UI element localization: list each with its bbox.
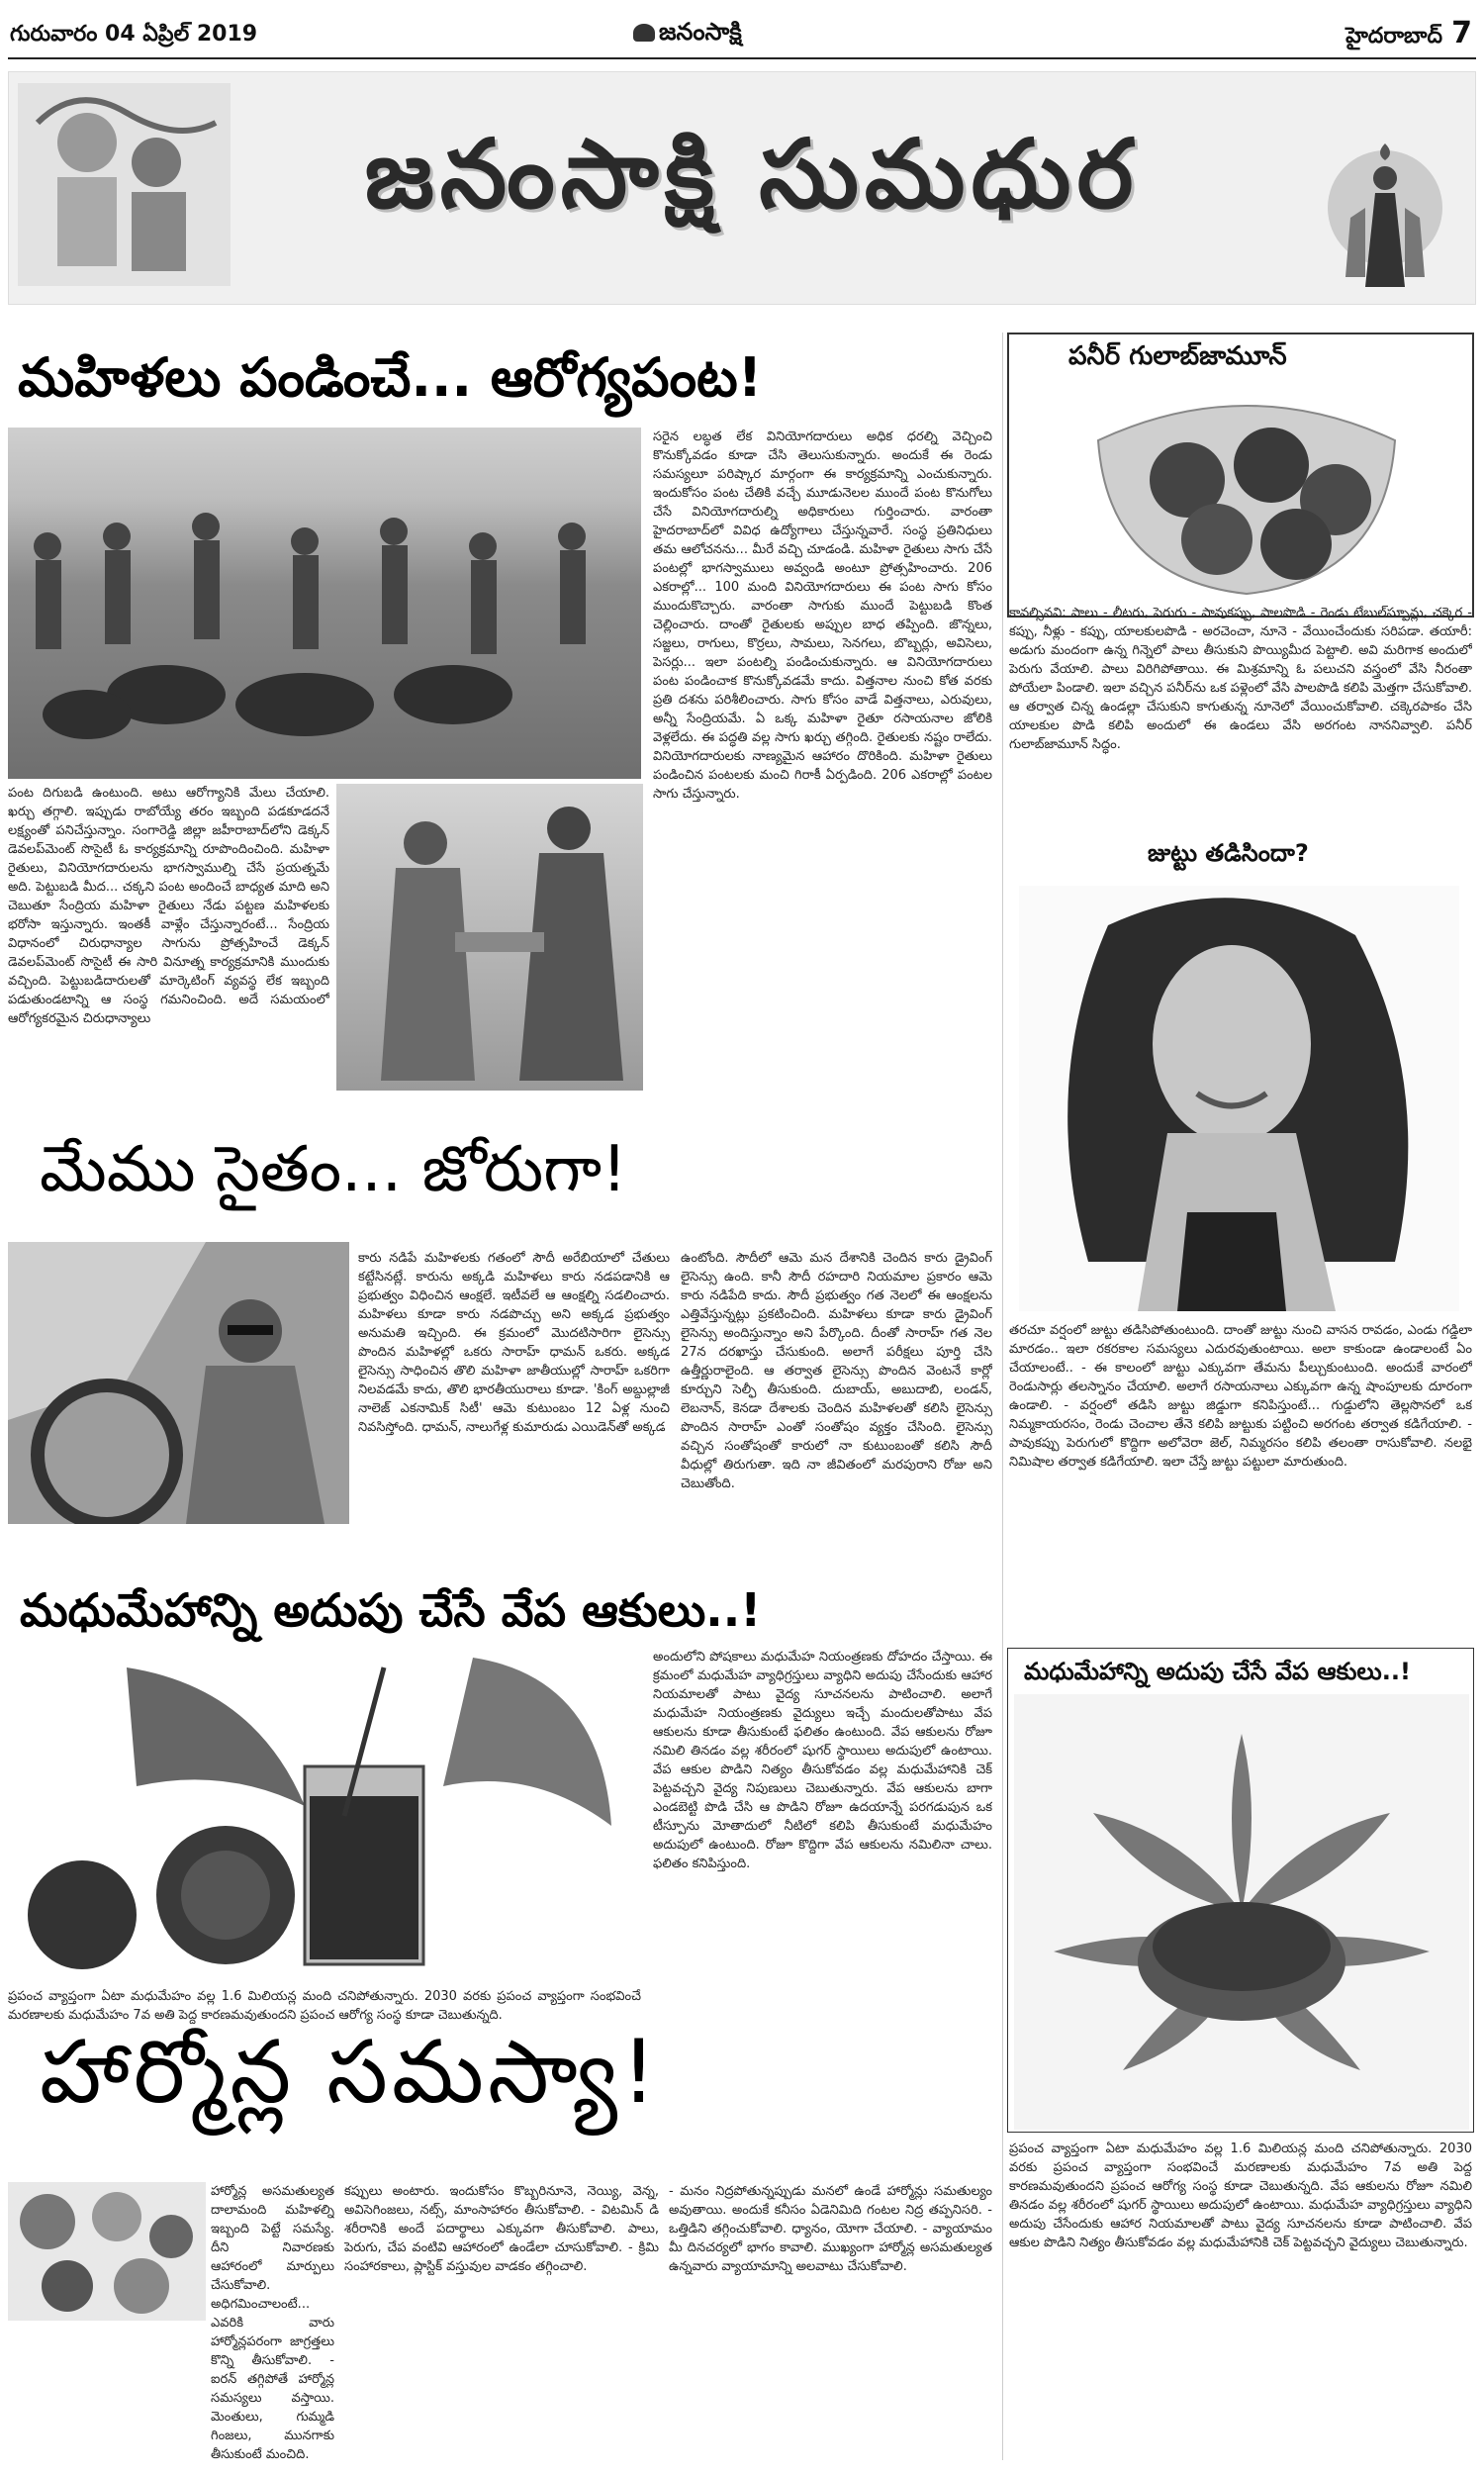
article-1-headline: మహిళలు పండించే... ఆరోగ్యపంట!: [18, 346, 763, 409]
women-farmers-photo: [8, 428, 641, 779]
article-4-body-col2: కప్పులు అంటారు. ఇందుకోసం కొబ్బరినూనె, నెయ్యి, వెన్న, అవిసెగింజలు, నట్స్, మాంసాహారం తీసుకోవాలి. - విటమిన్ డి శరీరానికి అందే పదార్థాలు ఎక్కువగా తీసుకోవాలి. పాలు, పెరుగు, చేప వంటివి ఆహారంలో ఉండేలా చూసుకోవాలి. - క్రిమి సంహారకాలు, ప్లాస్టిక్ వస్తువుల వాడకం తగ్గించాలి.: [344, 2184, 659, 2274]
article-2-body-col2: ఉంటోంది. సౌదీలో ఆమె మన దేశానికి చెందిన కారు డ్రైవింగ్ లైసెన్సు ఉంది. కానీ సౌదీ రహదారి నియమాల ప్రకారం ఆమె కారు నడిపేది కాదు. సౌదీ ప్రభుత్వం గత నెలలో ఈ ఆంక్షలను ఎత్తివేస్తున్నట్లు ప్రకటించింది. మహిళలు కూడా కారు డ్రైవింగ్ లైసెన్సు అందిస్తున్నాం అని పేర్కొంది. దీంతో సారాహ్ గత నెల 27న దరఖాస్తు చేసుకుంది. అలాగే పరీక్షలు పూర్తి చేసి ఉత్తీర్ణురాలైంది. ఆ తర్వాత లైసెన్సు పొందిన వెంటనే కార్లో కూర్చుని సెల్ఫీ తీసుకుంది. దుబాయ్, అబుదాబి, లండన్, లెబనాన్, కెనడా దేశాలకు చెందిన మహిళలతో కలిసి లైసెన్సు పొందిన సారాహ్ ఎంతో సంతోషం వ్యక్తం చేసింది. లైసెన్సు వచ్చిన సంతోషంతో కారులో నా కుటుంబంతో కలిసి సౌదీ వీధుల్లో తిరుగుతా. ఇది నా జీవితంలో మరపురాని రోజు అని చెబుతోంది.: [681, 1251, 992, 1491]
article-4-body-col1: హార్మోన్ల అసమతుల్యత దాలామంది మహిళల్ని ఇబ్బంది పెట్టే సమస్యే. దీని నివారణకు ఆహారంలో మార్పులు చేసుకోవాలి. అధిగమించాలంటే... ఎవరికి వారు హార్మోన్లపరంగా జాగ్రత్తలు కొన్ని తీసుకోవాలి. - ఐరన్ తగ్గిపోతే హార్మోన్ల సమస్యలు వస్తాయి. మెంతులు, గుమ్మడి గింజలు, మునగాకు తీసుకుంటే మంచిది.: [211, 2184, 334, 2462]
beetroot-juice-photo: [8, 1648, 641, 1984]
article-2-headline: మేము సైతం... జోరుగా!: [40, 1133, 627, 1206]
article-3-caption: ప్రపంచ వ్యాప్తంగా ఏటా మధుమేహం వల్ల 1.6 మిలియన్ల మంది చనిపోతున్నారు. 2030 వరకు ప్రపంచ వ్యాప్తంగా సంభవించే మరణాలకు మధుమేహం 7వ అతి పెద్ద కారణమవుతుందని ప్రపంచ ఆరోగ్య సంస్థ కూడా చెబుతున్నది.: [8, 1989, 641, 2023]
recipe-title: పనీర్ గులాబ్‌జామూన్: [1068, 341, 1287, 371]
article-1-body-left: పంట దిగుబడి ఉంటుంది. అటు ఆరోగ్యానికి మేలు చేయాలి. ఖర్చు తగ్గాలి. ఇప్పుడు రాబోయ్యే తరం ఇబ్బంది పడకూడదనే లక్ష్యంతో పనిచేస్తున్నాం. సంగారెడ్డి జిల్లా జహీరాబాద్‌లోని డెక్కన్ డెవలప్‌మెంట్ సొసైటీ ఓ కార్యక్రమాన్ని రూపొందించింది. మహిళా రైతులు, వినియోగదారులను భాగస్వాముల్ని చేసే ప్రయత్నమే అది. పెట్టుబడి మీద... చక్కని పంట అందించే బాధ్యత మాది అని చెబుతూ సేంద్రియ మహిళా రైతులు నేడు పట్టణ మహిళలకు భరోసా ఇస్తున్నారు. ఇంతకీ వాళ్లేం చేస్తున్నారంటే... సేంద్రియ విధానంలో చిరుధాన్యాల సాగును ప్రోత్సహించే డెక్కన్ డెవలప్‌మెంట్ సొసైటీ ఈ సారి వినూత్న కార్యక్రమానికి ముందుకు వచ్చింది. పెట్టుబడిదారులతో మార్కెటింగ్ వ్యవస్థ లేక ఇబ్బంది పడుతుండటాన్ని ఆ సంస్థ గమనించింది. అదే సమయంలో ఆరోగ్యకరమైన చిరుధాన్యాలు: [8, 786, 329, 1026]
hair-body: తరచూ వర్షంలో జుట్టు తడిసిపోతుంటుంది. దాంతో జుట్టు నుంచి వాసన రావడం, ఎండు గడ్డిలా మారడం.. ఇలా రకరకాల సమస్యలు ఎదురవుతుంటాయి. అలా కాకుండా ఉండాలంటే ఏం చేయాలంటే.. - ఈ కాలంలో జుట్టు ఎక్కువగా తేమను పీల్చుకుంటుంది. అందుకే వారంలో రెండుసార్లు తలస్నానం చేయాలి. అలాగే రసాయనాలు ఎక్కువగా ఉన్న షాంపూలకు దూరంగా ఉండాలి. - వర్షంలో తడిసి జుట్టు జిడ్డుగా కనిపిస్తుంటే... గుడ్డులోని తెల్లసొనలో ఒక నిమ్మకాయరసం, రెండు చెంచాల తేనె కలిపి జుట్టుకు పట్టించి అరగంట తర్వాత కడిగేయాలి. - పావుకప్పు పెరుగులో కొద్దిగా అలోవెరా జెల్, నిమ్మరసం కలిపి తలంతా రాసుకోవాలి. నలభై నిమిషాల తర్వాత కడిగేయాలి. ఇలా చేస్తే జుట్టు పట్టులా మారుతుంది.: [1009, 1323, 1472, 1470]
banner-illustration-right: [1306, 139, 1464, 297]
recipe-body: కావల్సినవి: పాలు - లీటరు, పెరుగు - పావుకప్పు, పాలపొడి - రెండు టేబుల్‌స్పూన్లు, చక్కెర - కప్పు, నీళ్లు - కప్పు, యాలకులపొడి - అరచెంచా, నూనె - వేయించేందుకు సరిపడా. తయారీ: అడుగు మందంగా ఉన్న గిన్నెలో పాలు తీసుకుని పొయ్యిమీద పెట్టాలి. అవి మరిగాక అందులో పెరుగు వేయాలి. పాలు విరిగిపోతాయి. ఈ మిశ్రమాన్ని ఓ పలుచని వస్త్రంలో వేసి నీరంతా పోయేలా పిండాలి. ఇలా వచ్చిన పనీర్‌ను ఒక పళ్లెంలో వేసి పాలపొడి కలిపి మెత్తగా చేసుకోవాలి. ఆ తర్వాత చిన్న ఉండల్లా చేసుకుని కాగుతున్న నూనెలో వేయించుకోవాలి. చక్కెరపాకం చేసి యాలకుల పొడి కలిపి అందులో ఈ ఉండలు వేసి అరగంట నాననివ్వాలి. పనీర్ గులాబ్‌జామూన్ సిద్ధం.: [1009, 606, 1472, 752]
banner-title: జనంసాక్షి సుమధుర: [364, 119, 1140, 230]
woman-wet-hair-photo: [1019, 886, 1459, 1311]
women-harvest-photo: [336, 784, 643, 1091]
article-3-body: అందులోని పోషకాలు మధుమేహ నియంత్రణకు దోహదం చేస్తాయి. ఈ క్రమంలో మధుమేహ వ్యాధిగ్రస్తులు వ్యాధిని అదుపు చేసేందుకు ఆహార నియమాలతో పాటు వైద్య సూచనలను పాటించాలి. అలాగే మధుమేహ నియంత్రణకు వైద్యులు ఇచ్చే మందులతోపాటు వేప ఆకులను కూడా తీసుకుంటే ఫలితం ఉంటుంది. వేప ఆకులను రోజూ నమిలి తినడం వల్ల శరీరంలో షుగర్ స్థాయిలు అదుపులో ఉంటాయి. వేప ఆకుల పొడిని నిత్యం తీసుకోవడం వల్ల మధుమేహానికి చెక్ పెట్టవచ్చని వైద్య నిపుణులు చెబుతున్నారు. వేప ఆకులను బాగా ఎండబెట్టి పొడి చేసి ఆ పొడిని రోజూ ఉదయాన్నే పరగడుపున ఒక టీస్పూను మోతాదులో నీటిలో కలిపి తీసుకుంటే మధుమేహం అదుపులో ఉంటుంది. రోజూ కొద్దిగా వేప ఆకులను నమిలినా చాలు. ఫలితం కనిపిస్తుంది.: [653, 1650, 992, 1871]
header-rule: [8, 57, 1476, 59]
article-3-headline: మధుమేహాన్ని అదుపు చేసే వేప ఆకులు..!: [20, 1583, 762, 1637]
neem-body: ప్రపంచ వ్యాప్తంగా ఏటా మధుమేహం వల్ల 1.6 మిలియన్ల మంది చనిపోతున్నారు. 2030 వరకు ప్రపంచ వ్యాప్తంగా సంభవించే మరణాలకు మధుమేహం 7వ అతి పెద్ద కారణమవుతుందని ప్రపంచ ఆరోగ్య సంస్థ కూడా చెబుతున్నది. వేప ఆకులను రోజూ నమిలి తినడం వల్ల శరీరంలో షుగర్ స్థాయిలు అదుపులో ఉంటాయి. మధుమేహ వ్యాధిగ్రస్తులు వ్యాధిని అదుపు చేసేందుకు ఆహార నియమాలతో పాటు వైద్య సూచనలను కూడా పాటించాలి. వేప ఆకుల పొడిని నిత్యం తీసుకోవడం వల్ల మధుమేహానికి చెక్ పెట్టవచ్చని వైద్యులు చెబుతున్నారు.: [1009, 2142, 1472, 2250]
neem-leaves-photo: [1014, 1694, 1469, 2130]
gulab-jamun-photo: [1088, 381, 1405, 599]
article-4-headline: హార్మోన్ల సమస్యా!: [40, 2021, 661, 2123]
hair-title: జుట్టు తడిసిందా?: [1148, 839, 1309, 867]
article-2-body-col1: కారు నడిపే మహిళలకు గతంలో సౌదీ అరేబియాలో చేతులు కట్టేసినట్లే. కారును అక్కడి మహిళలు కారు నడపడానికి ఆ ప్రభుత్వం విధించిన ఆంక్షలే. ఇటీవలే ఆ ఆంక్షల్ని సడలించారు. మహిళలు కూడా కారు నడపొచ్చు అని అక్కడ ప్రభుత్వం అనుమతి ఇచ్చింది. ఈ క్రమంలో మొదటిసారిగా లైసెన్సు పొందిన మహిళల్లో ఒకరు సారాహ్ ధామన్ ఒకరు. అక్కడ లైసెన్సు సాధించిన తొలి మహిళా జాతీయుల్లో సారాహ్ ఒకరిగా నిలవడమే కాదు, తొలి భారతీయురాలు కూడా. 'కింగ్ అబ్దుల్లాజీ నాలెజ్ ఎకనామిక్ సిటీ' ఆమె కుటుంబం 12 ఏళ్ల నుంచి నివసిస్తోంది. ధామన్, నాలుగేళ్ల కుమారుడు ఎయిడెన్‌తో అక్కడ: [358, 1251, 670, 1435]
neem-title: మధుమేహాన్ని అదుపు చేసే వేప ఆకులు..!: [1024, 1658, 1411, 1685]
article-1-body-right: సరైన లబ్ధత లేక వినియోగదారులు అధిక ధరల్ని వెచ్చించి కొనుక్కోవడం కూడా చేసి తెలుసుకున్నారు. అందుకే ఈ రెండు సమస్యలూ పరిష్కార మార్గంగా ఈ కార్యక్రమాన్ని ఎంచుకున్నారు. ఇందుకోసం పంట చేతికి వచ్చే మూడునెలల ముందే పంట కొనుగోలు చేసే వినియోగదారుల్ని అధికారులు గుర్తించారు. వారంతా హైదరాబాద్‌లో వివిధ ఉద్యోగాలు చేస్తున్నవారే. సంస్థ ప్రతినిధులు తమ ఆలోచనను... మీరే వచ్చి చూడండి. మహిళా రైతులు సాగు చేసే పంటల్లో భాగస్వాములు అవ్వండి అంటూ ప్రోత్సహించారు. 206 ఎకరాల్లో... 100 మంది వినియోగదారులు ఈ పంట సాగు కోసం ముందుకొచ్చారు. వారంతా సాగుకు ముందే పెట్టుబడి కొంత చెల్లించారు. దాంతో రైతులకు అప్పుల బాధ తప్పింది. జొన్నలు, సజ్జలు, రాగులు, కొర్రలు, సామలు, సెనగలు, బొబ్బర్లు, అవిసెలు, పెసర్లు... ఇలా పంటల్ని పండించుకున్నారు. ఆ వినియోగదారులు పంట పండించాక కొనుక్కోవడమే కాదు. విత్తనాల నుంచి కోత వరకు ప్రతి దశను పరిశీలించారు. సాగు కోసం వాడే విత్తనాలు, ఎరువులు, అన్నీ సేంద్రియమే. ఏ ఒక్క మహిళా రైతూ రసాయనాల జోలికి వెళ్లలేదు. ఈ పద్ధతి వల్ల సాగు ఖర్చు తగ్గింది. రైతులకు నష్టం రాలేదు. వినియోగదారులకు నాణ్యమైన ఆహారం దొరికింది. మహిళా రైతులు పండించిన పంటలకు మంచి గిరాకీ ఏర్పడింది. 206 ఎకరాల్లో పంటల సాగు చేస్తున్నారు.: [653, 429, 992, 802]
masthead-logo-icon: [633, 24, 655, 42]
masthead: జనంసాక్షి: [633, 18, 742, 51]
woman-driving-photo: [8, 1242, 349, 1524]
city-page: హైదరాబాద్ 7: [1345, 16, 1472, 50]
page-number: 7: [1451, 16, 1472, 50]
issue-date: గురువారం 04 ఏప్రిల్ 2019: [10, 22, 258, 47]
article-4-body-col3: - మనం నిద్రపోతున్నప్పుడు మనలో ఉండే హార్మోన్లు సమతుల్యం అవుతాయి. అందుకే కనీసం ఏడెనిమిది గంటల నిద్ర తప్పనిసరి. - ఒత్తిడిని తగ్గించుకోవాలి. ధ్యానం, యోగా చేయాలి. - వ్యాయామం మీ దినచర్యలో భాగం కావాలి. ముఖ్యంగా హార్మోన్ల అసమతుల్యత ఉన్నవారు వ్యాయామాన్ని అలవాటు చేసుకోవాలి.: [669, 2184, 992, 2274]
